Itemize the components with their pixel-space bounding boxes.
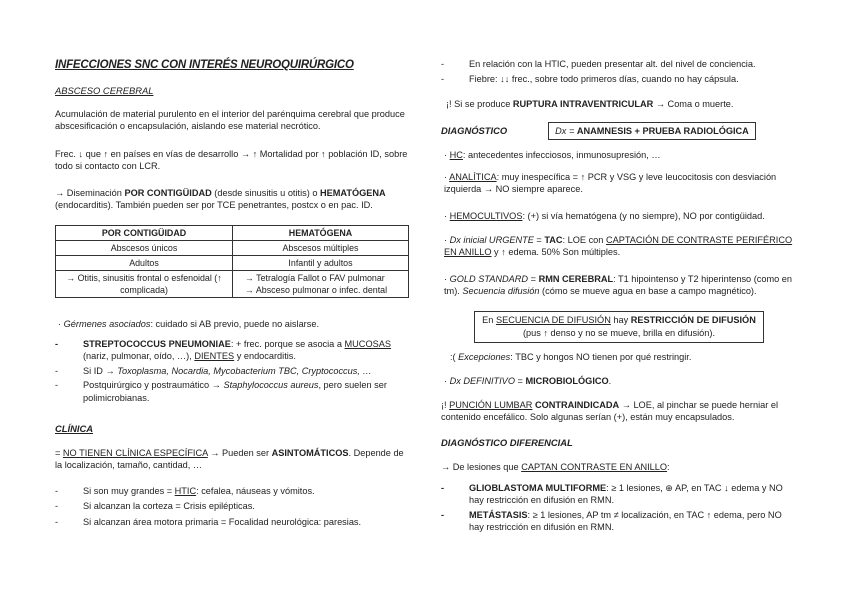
list-item: - Postquirúrgico y postraumático → Staphylococcus aureus, pero suelen ser polimicrobianas.: [55, 379, 405, 404]
gold-standard-line: · GOLD STANDARD = RMN CEREBRAL: T1 hipointenso y T2 hiperintenso (como en tm). Secuencia difusión (cómo se mueve agua en base a campo magnético).: [444, 274, 793, 297]
dx-box: Dx = ANAMNESIS + PRUEBA RADIOLÓGICA: [548, 122, 756, 140]
germenes-list: [55, 338, 405, 404]
table-header: POR CONTIGÜIDAD: [56, 226, 233, 241]
absceso-definition: Acumulación de material purulento en el interior del parénquima cerebral que produce abscesificación o encapsulación, aislando ese material necrótico.: [55, 109, 405, 132]
dx-diferencial-intro: → De lesiones que CAPTAN CONTRASTE EN ANILLO:: [441, 462, 670, 472]
list-item: - Si alcanzan la corteza = Crisis epilépticas.: [55, 500, 405, 512]
table-header: HEMATÓGENA: [233, 226, 409, 241]
dx-diferencial-heading: DIAGNÓSTICO DIFERENCIAL: [441, 437, 573, 448]
list-item: - GLIOBLASTOMA MULTIFORME: ≥ 1 lesiones, ⊕ AP, en TAC ↓ edema y NO hay restricción en difusión en RMN.: [441, 482, 796, 507]
list-item: - En relación con la HTIC, pueden presentar alt. del nivel de conciencia.: [441, 58, 796, 70]
dx-urgente-line: · Dx inicial URGENTE = TAC: LOE con CAPTACIÓN DE CONTRASTE PERIFÉRICO EN ANILLO y ↑ edema. 50% Son múltiples.: [444, 235, 793, 258]
diseminacion-paragraph: → Diseminación POR CONTIGÜIDAD (desde sinusitis u otitis) o HEMATÓGENA (endocarditis). También pueden ser por TCE penetrantes, postcx o en pac. ID.: [55, 188, 386, 211]
puncion-lumbar-line: ¡! PUNCIÓN LUMBAR CONTRAINDICADA → LOE, al pinchar se puede herniar el contenido encefálico. Solo algunas serían (+), están muy encapsulados.: [441, 400, 778, 423]
comparison-table: [55, 225, 409, 298]
clinica-list: [55, 485, 405, 528]
table-row: Adultos Infantil y adultos: [56, 256, 409, 271]
excepciones-line: :( Excepciones: TBC y hongos NO tienen por qué restringir.: [450, 352, 692, 362]
list-item: - Fiebre: ↓↓ frec., sobre todo primeros días, cuando no hay cápsula.: [441, 73, 796, 85]
list-item: - Si ID → Toxoplasma, Nocardia, Mycobacterium TBC, Cryptococcus, …: [55, 365, 405, 377]
clinica-paragraph: = NO TIENEN CLÍNICA ESPECÍFICA → Pueden ser ASINTOMÁTICOS. Depende de la localización, tamaño, cantidad, …: [55, 448, 404, 471]
analitica-line: · ANALÍTICA: muy inespecífica = ↑ PCR y VSG y leve leucocitosis con desviación izquierda → NO siempre aparece.: [444, 172, 777, 195]
page-title: INFECCIONES SNC CON INTERÉS NEUROQUIRÚRGICO: [55, 59, 354, 71]
germenes-line: · Gérmenes asociados: cuidado si AB previo, puede no aislarse.: [58, 319, 319, 329]
clinica-heading: CLÍNICA: [55, 423, 94, 434]
top-list: [441, 58, 796, 86]
table-row: → Otitis, sinusitis frontal o esfenoidal (↑ complicada) → Tetralogía Fallot o FAV pulmonar → Absceso pulmonar o infec. dental: [56, 271, 409, 298]
list-item: - Si son muy grandes = HTIC: cefalea, náuseas y vómitos.: [55, 485, 405, 497]
difusion-box: En SECUENCIA DE DIFUSIÓN hay RESTRICCIÓN DE DIFUSIÓN (pus ↑ denso y no se mueve, brilla en difusión).: [474, 311, 764, 343]
absceso-heading: ABSCESO CEREBRAL: [55, 85, 154, 96]
rupture-line: ¡! Si se produce RUPTURA INTRAVENTRICULAR → Coma o muerte.: [446, 99, 734, 109]
frecuencia-paragraph: Frec. ↓ que ↑ en países en vías de desarrollo → ↑ Mortalidad por ↑ población ID, sobre todo si contacto con LCR.: [55, 149, 408, 172]
hc-line: · HC: antecedentes infecciosos, inmunosupresión, …: [444, 150, 661, 160]
list-item: - Si alcanzan área motora primaria = Focalidad neurológica: paresias.: [55, 516, 405, 528]
diagnostico-heading: DIAGNÓSTICO: [441, 125, 508, 136]
list-item: - METÁSTASIS: ≥ 1 lesiones, AP tm ≠ localización, en TAC ↑ edema, pero NO hay restricción en difusión en RMN.: [441, 509, 796, 534]
table-row: Abscesos únicos Abscesos múltiples: [56, 241, 409, 256]
dx-diferencial-list: [441, 482, 796, 534]
list-item: - STREPTOCOCCUS PNEUMONIAE: + frec. porque se asocia a MUCOSAS (nariz, pulmonar, oído, …), DIENTES y endocarditis.: [55, 338, 405, 363]
hemocultivos-line: · HEMOCULTIVOS: (+) si vía hematógena (y no siempre), NO por contigüidad.: [444, 211, 765, 221]
dx-definitivo-line: · Dx DEFINITIVO = MICROBIOLÓGICO.: [444, 376, 612, 386]
